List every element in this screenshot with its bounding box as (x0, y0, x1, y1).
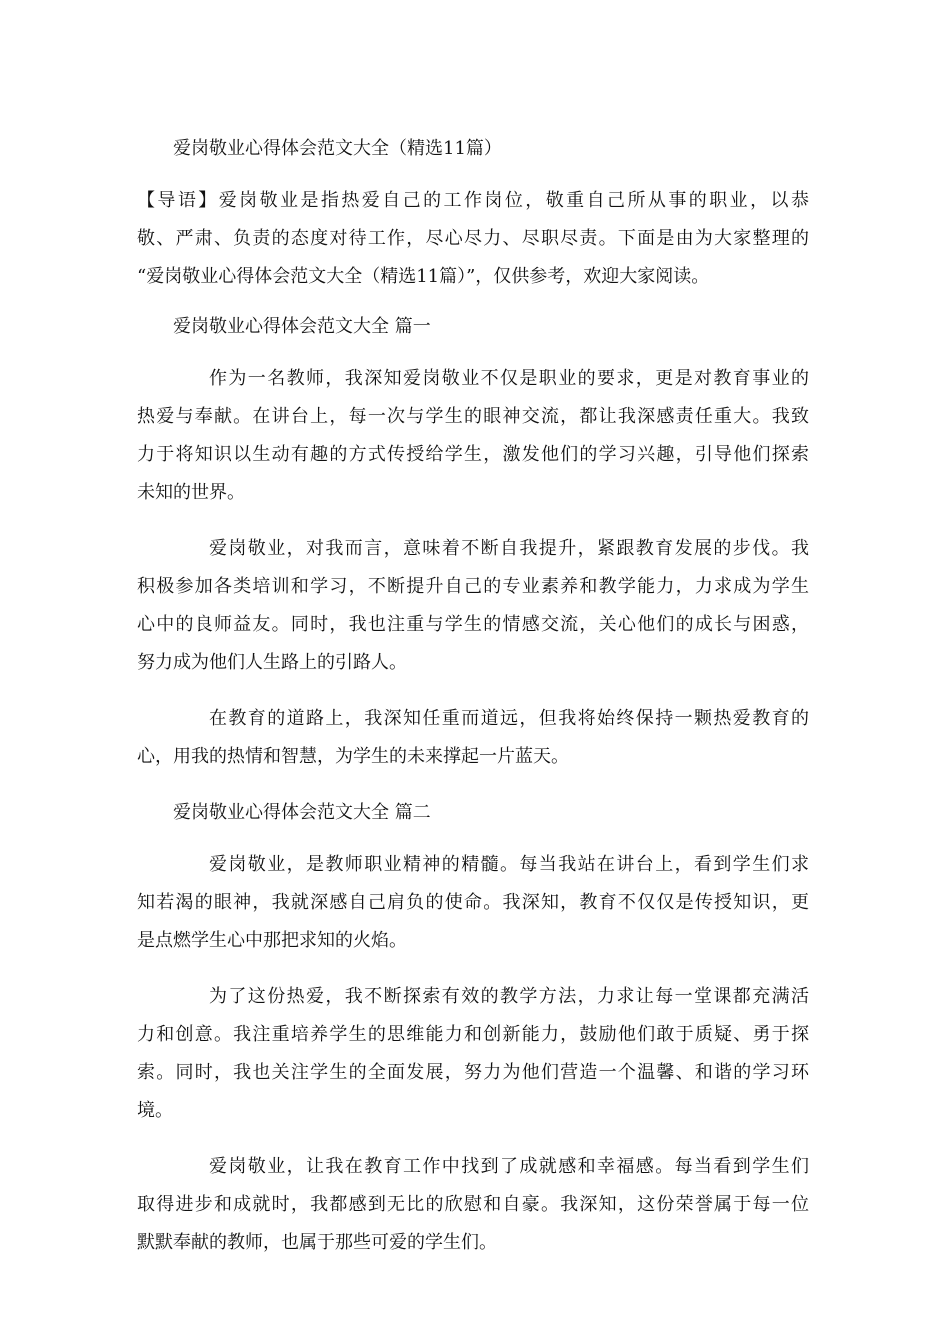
paragraph-line: 热爱与奉献。在讲台上，每一次与学生的眼神交流，都让我深感责任重大。我致 (137, 406, 809, 427)
paragraph-line: 为了这份热爱，我不断探索有效的教学方法，力求让每一堂课都充满活 (209, 986, 809, 1007)
body-paragraph (137, 846, 809, 960)
body-paragraph (137, 700, 809, 776)
paragraph-line: 心中的良师益友。同时，我也注重与学生的情感交流，关心他们的成长与困惑， (137, 614, 809, 635)
paragraph-line: 境。 (137, 1100, 173, 1121)
paragraph-line: 爱岗敬业，对我而言，意味着不断自我提升，紧跟教育发展的步伐。我 (209, 538, 809, 559)
intro-line: 【导语】爱岗敬业是指热爱自己的工作岗位，敬重自己所从事的职业，以恭 (137, 190, 809, 211)
paragraph-line: 力于将知识以生动有趣的方式传授给学生，激发他们的学习兴趣，引导他们探索 (137, 444, 809, 465)
paragraph-line: 索。同时，我也关注学生的全面发展，努力为他们营造一个温馨、和谐的学习环 (137, 1062, 809, 1083)
paragraph-line: 爱岗敬业，是教师职业精神的精髓。每当我站在讲台上，看到学生们求 (209, 854, 809, 875)
paragraph-line: 未知的世界。 (137, 482, 245, 503)
section-heading: 爱岗敬业心得体会范文大全 篇二 (173, 802, 431, 823)
paragraph-line: 默默奉献的教师，也属于那些可爱的学生们。 (137, 1232, 497, 1253)
intro-line: “爱岗敬业心得体会范文大全（精选11篇）”，仅供参考，欢迎大家阅读。 (137, 266, 710, 287)
body-paragraph (137, 978, 809, 1130)
paragraph-line: 在教育的道路上，我深知任重而道远，但我将始终保持一颗热爱教育的 (209, 708, 809, 729)
paragraph-line: 作为一名教师，我深知爱岗敬业不仅是职业的要求，更是对教育事业的 (209, 368, 809, 389)
paragraph-line: 知若渴的眼神，我就深感自己肩负的使命。我深知，教育不仅仅是传授知识，更 (137, 892, 809, 913)
body-paragraph (137, 1148, 809, 1262)
paragraph-line: 努力成为他们人生路上的引路人。 (137, 652, 407, 673)
document-title: 爱岗敬业心得体会范文大全（精选11篇） (173, 138, 502, 159)
paragraph-line: 是点燃学生心中那把求知的火焰。 (137, 930, 407, 951)
body-paragraph (137, 360, 809, 512)
paragraph-line: 取得进步和成就时，我都感到无比的欣慰和自豪。我深知，这份荣誉属于每一位 (137, 1194, 809, 1215)
paragraph-line: 力和创意。我注重培养学生的思维能力和创新能力，鼓励他们敢于质疑、勇于探 (137, 1024, 809, 1045)
body-paragraph (137, 530, 809, 682)
paragraph-line: 爱岗敬业，让我在教育工作中找到了成就感和幸福感。每当看到学生们 (209, 1156, 809, 1177)
document-body (137, 130, 809, 1280)
section-heading: 爱岗敬业心得体会范文大全 篇一 (173, 316, 431, 337)
paragraph-line: 心，用我的热情和智慧，为学生的未来撑起一片蓝天。 (137, 746, 569, 767)
intro-line: 敬、严肃、负责的态度对待工作，尽心尽力、尽职尽责。下面是由为大家整理的 (137, 228, 809, 249)
intro-paragraph (137, 182, 809, 296)
paragraph-line: 积极参加各类培训和学习，不断提升自己的专业素养和教学能力，力求成为学生 (137, 576, 809, 597)
